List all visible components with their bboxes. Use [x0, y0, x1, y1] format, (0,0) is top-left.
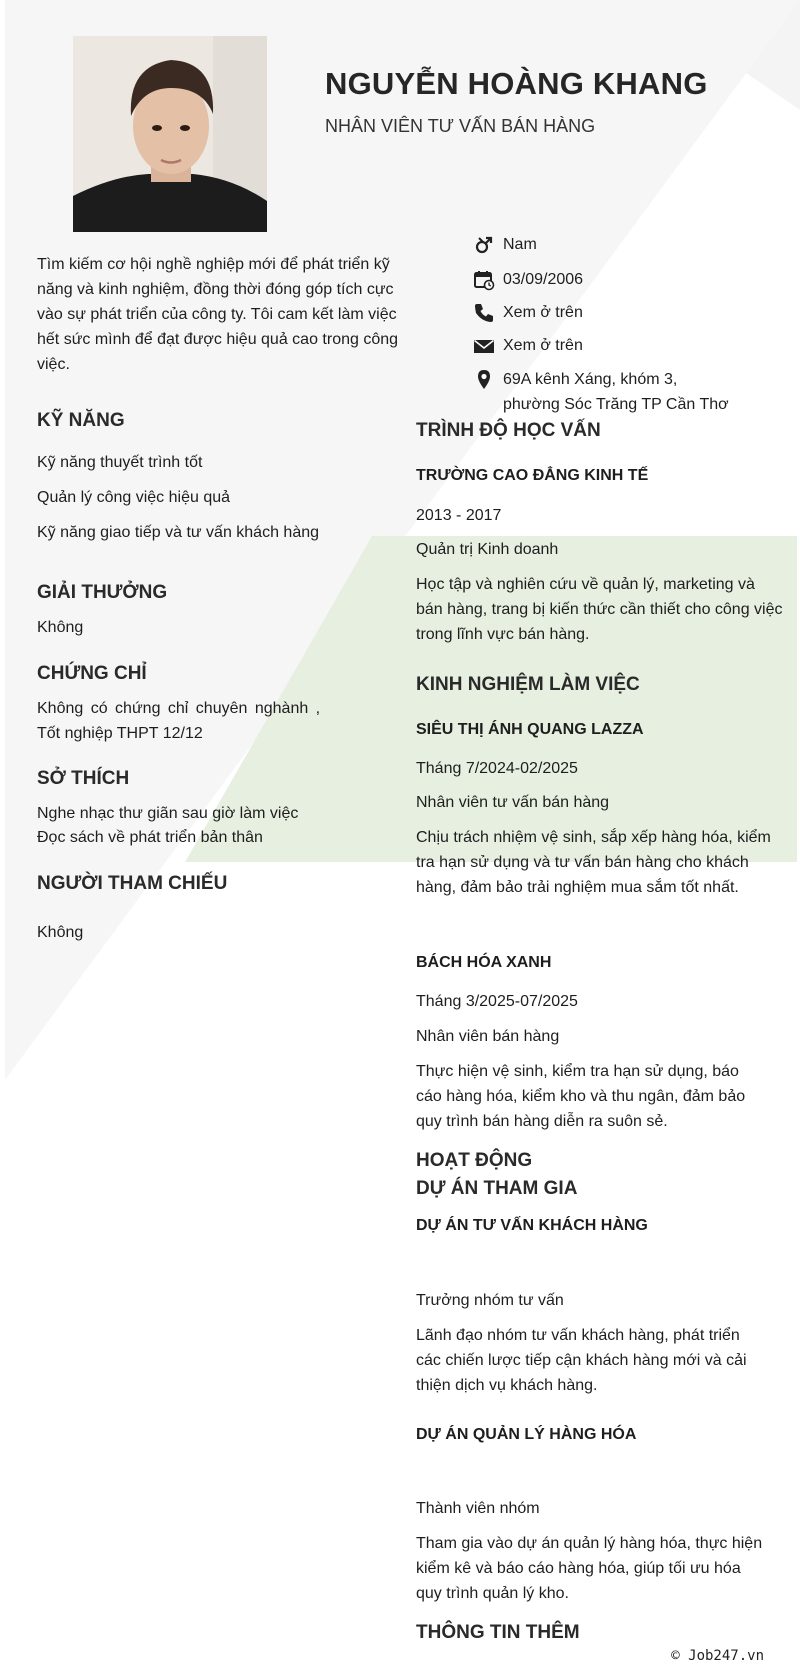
education-heading: TRÌNH ĐỘ HỌC VẤN [416, 420, 601, 441]
job-company: SIÊU THỊ ÁNH QUANG LAZZA [416, 721, 644, 738]
skill-item: Kỹ năng thuyết trình tốt [37, 454, 203, 471]
location-icon [473, 369, 495, 391]
project-role: Trưởng nhóm tư vấn [416, 1292, 564, 1309]
project-name: DỰ ÁN QUẢN LÝ HÀNG HÓA [416, 1426, 637, 1443]
references-heading: NGƯỜI THAM CHIẾU [37, 873, 228, 894]
calendar-icon [473, 269, 495, 291]
references-text: Không [37, 924, 84, 941]
activities-heading: HOẠT ĐỘNG [416, 1150, 533, 1171]
skill-item: Quản lý công việc hiệu quả [37, 489, 231, 506]
career-objective: Tìm kiếm cơ hội nghề nghiệp mới để phát triển kỹ năng và kinh nghiệm, đồng thời đóng góp tích cực vào sự phát triển của công ty. Tôi cam kết làm việc hết sức mình để đạt được hiệu quả cao trong công việc. [37, 256, 399, 373]
experience-heading: KINH NGHIỆM LÀM VIỆC [416, 674, 640, 695]
certificates-heading: CHỨNG CHỈ [37, 663, 147, 684]
job-description: Thực hiện vệ sinh, kiểm tra hạn sử dụng, báo cáo hàng hóa, kiểm kho và thu ngân, đảm bảo quy trình bán hàng diễn ra suôn sẻ. [416, 1063, 746, 1130]
skills-heading: KỸ NĂNG [37, 410, 125, 431]
email-icon [473, 335, 495, 357]
watermark: © Job247.vn [671, 1648, 764, 1664]
job-period: Tháng 3/2025-07/2025 [416, 993, 578, 1010]
projects-heading: DỰ ÁN THAM GIA [416, 1178, 578, 1199]
profile-photo [73, 36, 267, 232]
job-description: Chịu trách nhiệm vệ sinh, sắp xếp hàng hóa, kiểm tra hạn sử dụng và tư vấn bán hàng cho khách hàng, đảm bảo trải nghiệm mua sắm tốt nhất. [416, 829, 771, 896]
job-period: Tháng 7/2024-02/2025 [416, 760, 578, 777]
contact-birthdate-text: 03/09/2006 [503, 271, 584, 288]
job-company: BÁCH HÓA XANH [416, 954, 552, 971]
hobbies-heading: SỞ THÍCH [37, 768, 130, 789]
education-period: 2013 - 2017 [416, 507, 502, 524]
project-description: Tham gia vào dự án quản lý hàng hóa, thực hiện kiểm kê và báo cáo hàng hóa, giúp tối ưu hóa quy trình quản lý kho. [416, 1535, 763, 1602]
education-description: Học tập và nghiên cứu về quản lý, marketing và bán hàng, trang bị kiến thức cần thiết cho công việc trong lĩnh vực bán hàng. [416, 576, 783, 643]
awards-heading: GIẢI THƯỞNG [37, 582, 168, 603]
project-description: Lãnh đạo nhóm tư vấn khách hàng, phát triển các chiến lược tiếp cận khách hàng mới và cải thiện dịch vụ khách hàng. [416, 1327, 747, 1394]
job-role: Nhân viên bán hàng [416, 1028, 560, 1045]
avatar [73, 36, 267, 232]
contact-info [473, 232, 733, 422]
job-title: NHÂN VIÊN TƯ VẤN BÁN HÀNG [325, 116, 596, 136]
certificate-line: Tốt nghiệp THPT 12/12 [37, 725, 203, 742]
candidate-name: NGUYỄN HOÀNG KHANG [325, 66, 708, 101]
contact-email-text: Xem ở trên [503, 337, 583, 354]
project-role: Thành viên nhóm [416, 1500, 540, 1517]
education-major: Quản trị Kinh doanh [416, 541, 559, 558]
contact-gender-text: Nam [503, 236, 537, 253]
contact-address-text: 69A kênh Xáng, khóm 3, phường Sóc Trăng TP Cần Thơ [503, 371, 729, 413]
education-school: TRƯỜNG CAO ĐẲNG KINH TẾ [416, 467, 649, 484]
skill-item: Kỹ năng giao tiếp và tư vấn khách hàng [37, 524, 320, 541]
gender-icon [473, 234, 495, 256]
job-role: Nhân viên tư vấn bán hàng [416, 794, 610, 811]
certificate-line: Không có chứng chỉ chuyên nghành , [37, 700, 321, 717]
project-name: DỰ ÁN TƯ VẤN KHÁCH HÀNG [416, 1217, 648, 1234]
awards-text: Không [37, 619, 84, 636]
hobby-line: Đọc sách về phát triển bản thân [37, 829, 263, 846]
contact-phone-text: Xem ở trên [503, 304, 583, 321]
phone-icon [473, 302, 495, 324]
hobby-line: Nghe nhạc thư giãn sau giờ làm việc [37, 805, 299, 822]
additional-info-heading: THÔNG TIN THÊM [416, 1622, 580, 1643]
